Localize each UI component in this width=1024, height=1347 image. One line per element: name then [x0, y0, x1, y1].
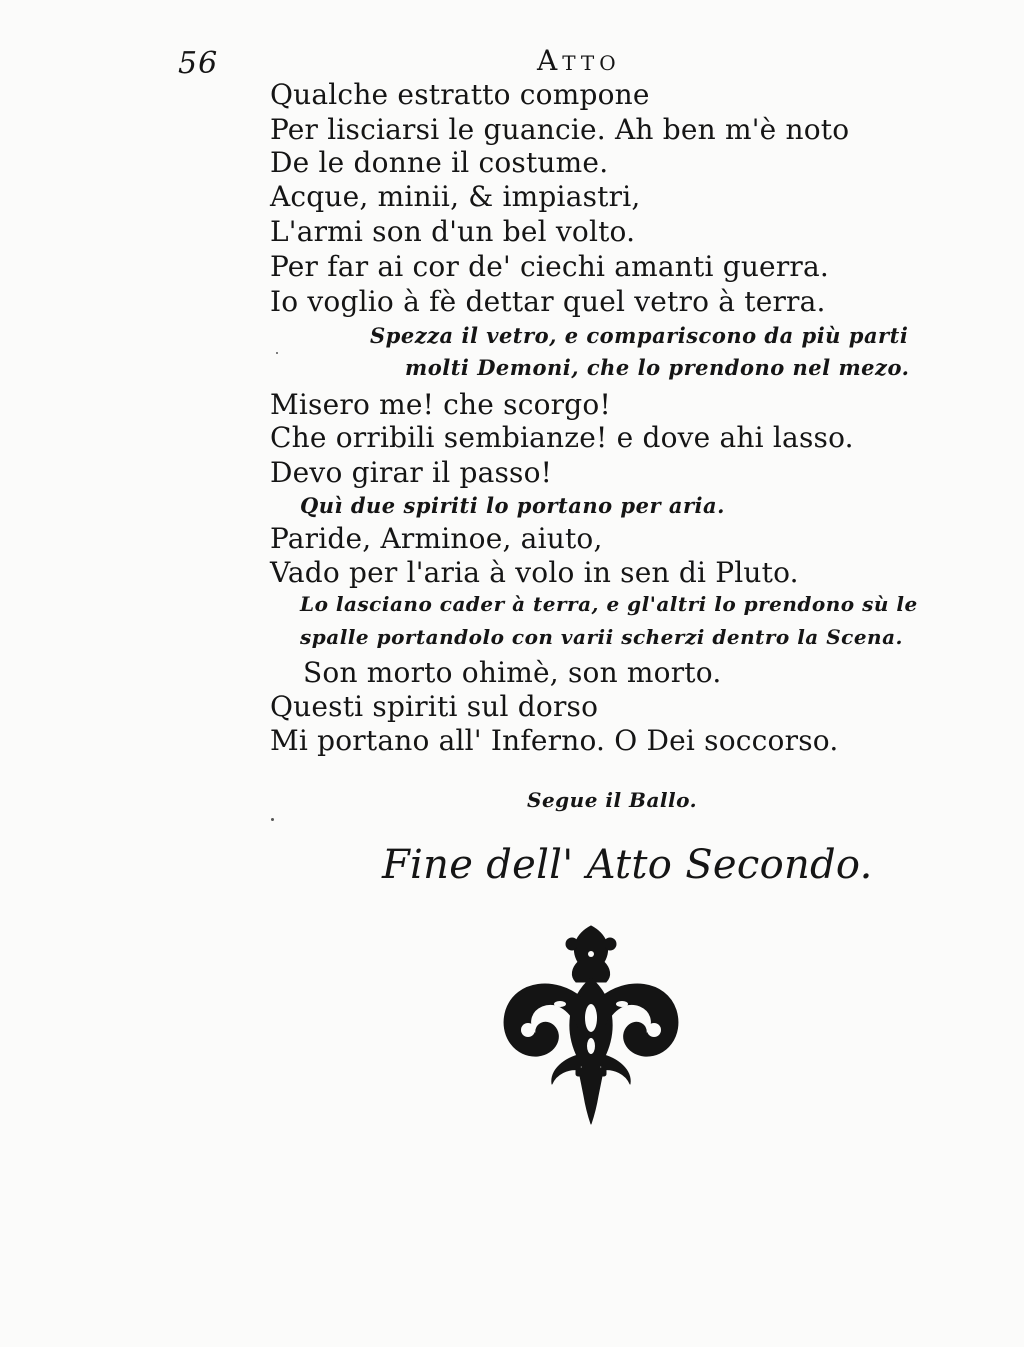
verse-line: Qualche estratto compone: [270, 78, 650, 111]
verse-line: Acque, minii, & impiastri,: [270, 180, 641, 213]
verse-line: Misero me! che scorgo!: [270, 388, 611, 421]
stage-direction: spalle portandolo con varii scherzi dentro la Scena.: [300, 625, 904, 649]
verse-line: De le donne il costume.: [270, 146, 609, 179]
running-head: Atto: [537, 44, 621, 77]
verse-line: Paride, Arminoe, aiuto,: [270, 522, 603, 555]
verse-line: Son morto ohimè, son morto.: [303, 656, 722, 689]
verse-line: Io voglio à fè dettar quel vetro à terra.: [270, 285, 826, 318]
stage-direction: Quì due spiriti lo portano per aria.: [300, 493, 725, 518]
verse-line: L'armi son d'un bel volto.: [270, 215, 636, 248]
stage-direction: Spezza il vetro, e compariscono da più parti: [370, 323, 909, 348]
stage-direction-ballo: Segue il Ballo.: [527, 788, 698, 812]
page-number: 56: [178, 46, 219, 81]
verse-line: Mi portano all' Inferno. O Dei soccorso.: [270, 724, 839, 757]
ink-speck: [271, 818, 274, 821]
act-end-title: Fine dell' Atto Secondo.: [382, 842, 873, 888]
verse-line: Che orribili sembianze! e dove ahi lasso.: [270, 421, 854, 454]
stage-direction: Lo lasciano cader à terra, e gl'altri lo prendono sù le: [300, 592, 918, 616]
verse-line: Questi spiriti sul dorso: [270, 690, 599, 723]
fleur-de-lis-fleuron-icon: [498, 918, 684, 1126]
verse-line: Per far ai cor de' ciechi amanti guerra.: [270, 250, 829, 283]
verse-line: Vado per l'aria à volo in sen di Pluto.: [270, 556, 799, 589]
ink-speck: [276, 352, 278, 354]
stage-direction: molti Demoni, che lo prendono nel mezo.: [405, 355, 910, 380]
verse-line: Per lisciarsi le guancie. Ah ben m'è noto: [270, 113, 850, 146]
verse-line: Devo girar il passo!: [270, 456, 553, 489]
